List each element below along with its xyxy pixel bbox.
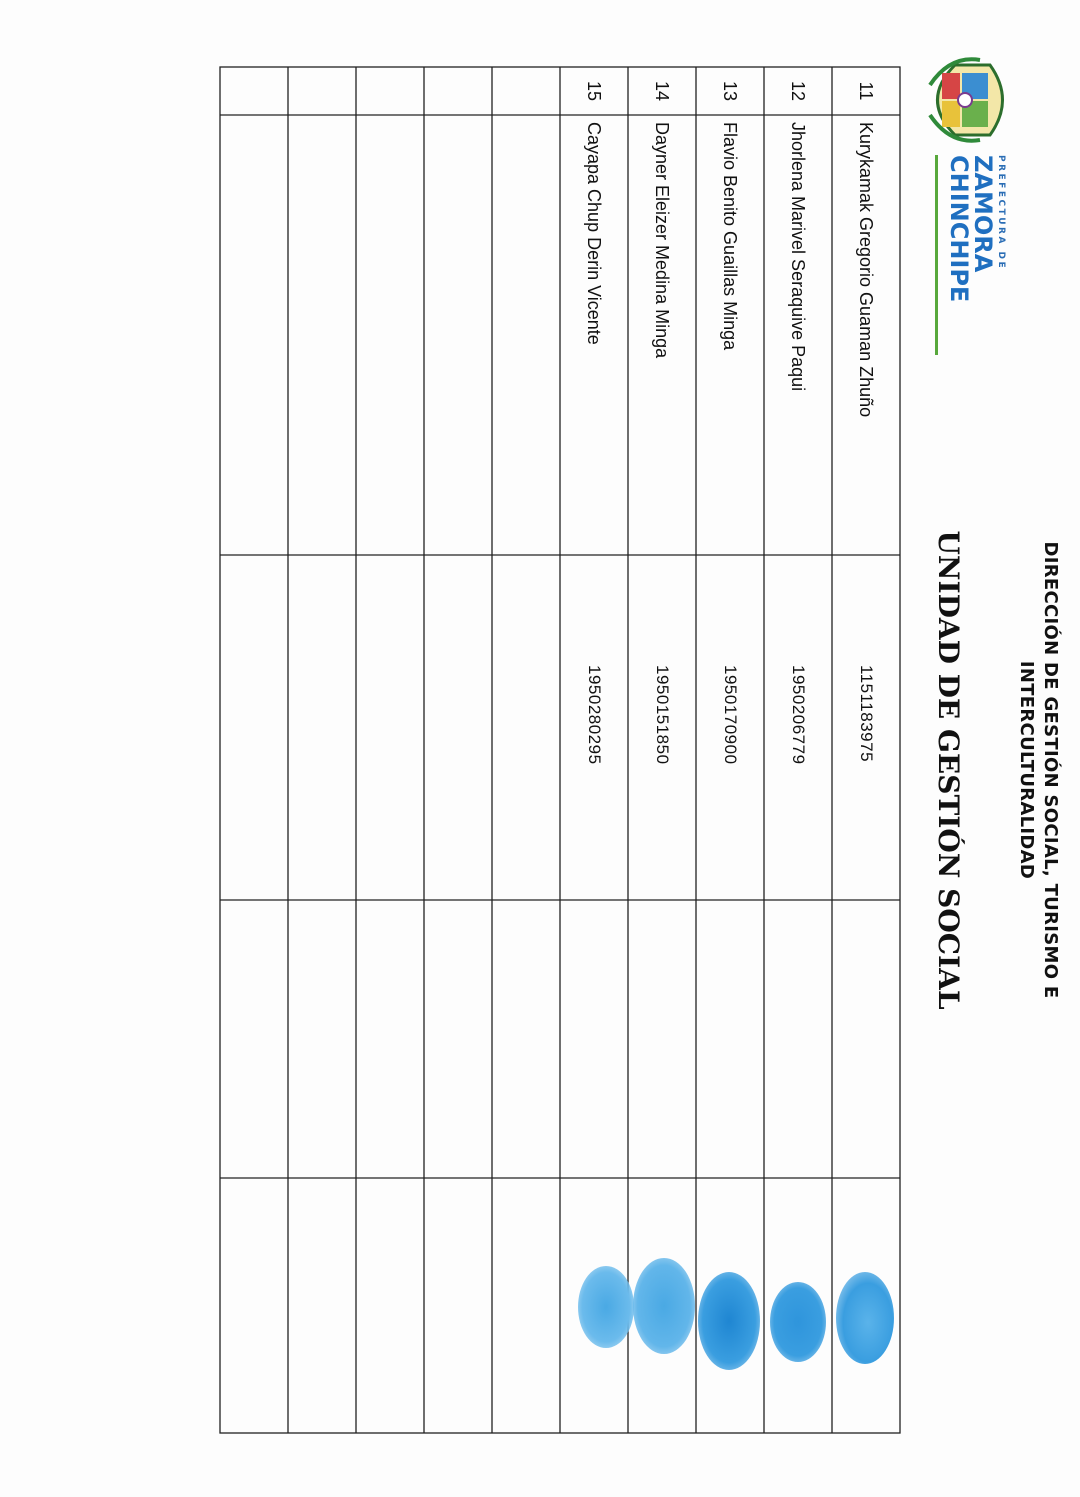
row-id-number: 1950151850	[653, 665, 672, 765]
row-id-number: 1950170900	[721, 665, 740, 765]
fingerprint-mark	[698, 1272, 760, 1370]
row-number: 13	[720, 80, 740, 102]
row-name: Jhorlena Marivel Seraquive Paqui	[788, 122, 808, 392]
page-title	[1014, 505, 1062, 1035]
prefecture-crest-icon	[920, 55, 1010, 145]
row-name: Kurykamak Gregorio Guaman Zhuño	[856, 122, 876, 418]
row-id-number: 1151183975	[857, 665, 876, 763]
prefecture-logo-text	[920, 155, 1010, 415]
logo-prefix: PREFECTURA DE	[996, 155, 1006, 271]
fingerprint-mark	[578, 1266, 634, 1348]
row-number: 12	[788, 80, 808, 102]
row-id-number: 1950280295	[585, 665, 604, 765]
logo-underline	[935, 155, 938, 355]
fingerprint-mark	[836, 1272, 894, 1364]
row-name: Cayapa Chup Derin Vicente	[584, 122, 604, 345]
logo-name-line2: CHINCHIPE	[945, 155, 973, 303]
row-number: 14	[652, 80, 672, 102]
fingerprint-mark	[633, 1258, 695, 1354]
page-title-line1: DIRECCIÓN DE GESTIÓN SOCIAL, TURISMO E	[1040, 541, 1061, 999]
logo-name-line1: ZAMORA	[969, 155, 997, 273]
page-title-line2: INTERCULTURALIDAD	[1016, 660, 1037, 880]
row-id-number: 1950206779	[789, 665, 808, 765]
row-name: Dayner Eleizer Medina Minga	[652, 122, 672, 359]
row-number: 11	[856, 81, 876, 101]
prefecture-logo	[920, 55, 1010, 415]
fingerprint-mark	[770, 1282, 826, 1362]
row-number: 15	[584, 80, 604, 102]
row-name: Flavio Benito Guaillas Minga	[720, 122, 740, 351]
page-subtitle: UNIDAD DE GESTIÓN SOCIAL	[932, 530, 965, 1010]
